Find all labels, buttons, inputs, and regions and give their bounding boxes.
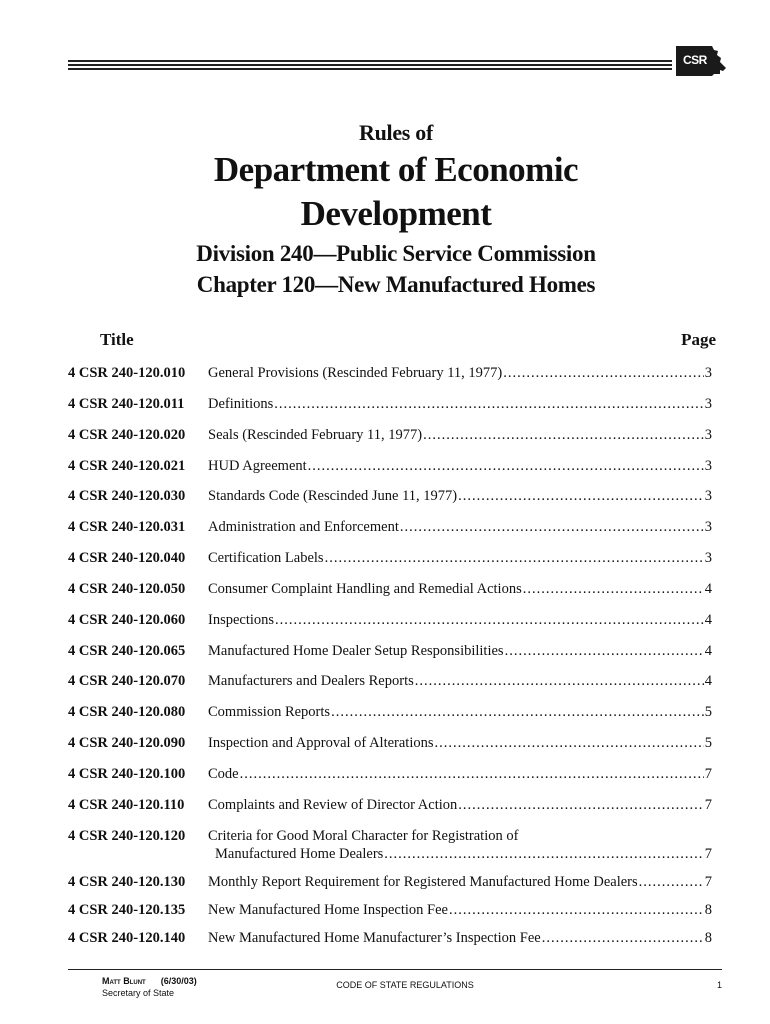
- dot-leader: [449, 901, 704, 919]
- toc-entry-title: New Manufactured Home Manufacturer’s Inspection Fee: [208, 930, 541, 946]
- toc-entry: [208, 457, 712, 475]
- toc-citation: 4 CSR 240-120.010: [68, 365, 186, 381]
- author-name: Matt Blunt: [102, 976, 146, 986]
- toc-citation: 4 CSR 240-120.140: [68, 930, 186, 946]
- toc-citation: 4 CSR 240-120.021: [68, 458, 186, 474]
- toc-entry-title: Manufacturers and Dealers Reports: [208, 673, 414, 689]
- toc-entry: [208, 518, 712, 536]
- toc-entry: [208, 765, 712, 783]
- toc-entry-title: Definitions: [208, 396, 274, 412]
- toc-page-number: 3: [704, 365, 712, 381]
- toc-entry-title: Seals (Rescinded February 11, 1977): [208, 427, 423, 443]
- toc-entry: [208, 827, 712, 863]
- toc-entry: [208, 426, 712, 444]
- toc-page-number: 8: [704, 930, 712, 946]
- dot-leader: [505, 642, 704, 660]
- toc-entry-title: Code: [208, 766, 239, 782]
- toc-page-number: 4: [704, 612, 712, 628]
- toc-page-number: 4: [704, 643, 712, 659]
- division-chapter-block: [0, 238, 770, 300]
- toc-page-number: 5: [704, 735, 712, 751]
- footer-rule: [68, 969, 722, 970]
- toc-citation: 4 CSR 240-120.065: [68, 643, 186, 659]
- toc-entry: [208, 734, 712, 752]
- toc-page-number: 3: [704, 519, 712, 535]
- toc-entry-title: New Manufactured Home Inspection Fee: [208, 902, 448, 918]
- dot-leader: [400, 518, 704, 536]
- toc-citation: 4 CSR 240-120.030: [68, 488, 186, 504]
- toc-entry-title: Commission Reports: [208, 704, 331, 720]
- toc-entry: [208, 796, 712, 814]
- toc-entry-title: Criteria for Good Moral Character for Registration of: [208, 828, 519, 844]
- toc-entry-title: Manufactured Home Dealer Setup Responsibilities: [208, 643, 504, 659]
- toc-page-number: 8: [704, 902, 712, 918]
- division-heading: Division 240—Public Service Commission: [196, 241, 596, 266]
- toc-page-number: 3: [704, 427, 712, 443]
- toc-page-number: 5: [704, 704, 712, 720]
- dot-leader: [275, 611, 704, 629]
- toc-entry-title: Standards Code (Rescinded June 11, 1977): [208, 488, 458, 504]
- department-name: Department of Economic Development: [213, 150, 579, 233]
- toc-page-number: 7: [704, 797, 712, 813]
- toc-page-number: 7: [704, 874, 712, 890]
- toc-citation: 4 CSR 240-120.110: [68, 797, 185, 813]
- toc-citation: 4 CSR 240-120.100: [68, 766, 186, 782]
- toc-entry: [208, 642, 712, 660]
- toc-entry-title: Inspections: [208, 612, 275, 628]
- author-date: (6/30/03): [160, 976, 197, 986]
- footer-page-number: 1: [716, 980, 722, 990]
- toc-entry-title: Administration and Enforcement: [208, 519, 399, 535]
- title-column-header: Title: [100, 330, 134, 349]
- toc-citation: 4 CSR 240-120.040: [68, 550, 186, 566]
- header-rule: [68, 58, 672, 72]
- chapter-heading: Chapter 120—New Manufactured Homes: [196, 272, 596, 297]
- toc-citation: 4 CSR 240-120.090: [68, 735, 186, 751]
- toc-page-number: 7: [704, 766, 712, 782]
- dot-leader: [423, 426, 704, 444]
- toc-entry: [208, 901, 712, 919]
- toc-entry: [208, 611, 712, 629]
- toc-entry-title: Certification Labels: [208, 550, 324, 566]
- toc-page-number: 3: [704, 396, 712, 412]
- dot-leader: [503, 364, 704, 382]
- toc-entry-title: Inspection and Approval of Alterations: [208, 735, 434, 751]
- dot-leader: [435, 734, 704, 752]
- dot-leader: [274, 395, 704, 413]
- dot-leader: [639, 873, 704, 891]
- toc-page-number: 3: [704, 488, 712, 504]
- dot-leader: [325, 549, 704, 567]
- toc-citation: 4 CSR 240-120.050: [68, 581, 186, 597]
- toc-entry: [208, 364, 712, 382]
- toc-entry: [208, 580, 712, 598]
- toc-entry: [208, 873, 712, 891]
- toc-entry-title: Monthly Report Requirement for Registered Manufactured Home Dealers: [208, 874, 638, 890]
- department-title: [0, 148, 770, 236]
- toc-page-number: 3: [704, 550, 712, 566]
- toc-citation: 4 CSR 240-120.060: [68, 612, 186, 628]
- footer-office: Secretary of State: [102, 988, 175, 998]
- toc-page-number: 3: [704, 458, 712, 474]
- toc-entry: [208, 703, 712, 721]
- dot-leader: [415, 672, 704, 690]
- toc-citation: 4 CSR 240-120.031: [68, 519, 186, 535]
- rules-of-heading: Rules of: [359, 120, 433, 145]
- toc-page-number: 7: [704, 846, 712, 862]
- toc-entry-title: Complaints and Review of Director Action: [208, 797, 458, 813]
- dot-leader: [240, 765, 704, 783]
- dot-leader: [458, 796, 703, 814]
- toc-citation: 4 CSR 240-120.120: [68, 828, 186, 844]
- toc-citation: 4 CSR 240-120.135: [68, 902, 186, 918]
- toc-entry-title: General Provisions (Rescinded February 11, 1977): [208, 365, 503, 381]
- dot-leader: [308, 457, 704, 475]
- toc-entry: [208, 929, 712, 947]
- toc-citation: 4 CSR 240-120.070: [68, 673, 186, 689]
- toc-entry: [208, 549, 712, 567]
- footer-code-title: CODE OF STATE REGULATIONS: [336, 980, 474, 990]
- dot-leader: [523, 580, 704, 598]
- toc-entry-title: Consumer Complaint Handling and Remedial Actions: [208, 581, 522, 597]
- dot-leader: [331, 703, 704, 721]
- toc-citation: 4 CSR 240-120.020: [68, 427, 186, 443]
- toc-entry: [208, 672, 712, 690]
- toc-citation: 4 CSR 240-120.130: [68, 874, 186, 890]
- logo-text: CSR: [683, 53, 707, 67]
- toc-citation: 4 CSR 240-120.080: [68, 704, 186, 720]
- dot-leader: [542, 929, 704, 947]
- toc-entry: [208, 487, 712, 505]
- toc-entry-title-continued: Manufactured Home Dealers: [215, 846, 384, 862]
- toc-page-number: 4: [704, 581, 712, 597]
- toc-entry: [208, 395, 712, 413]
- dot-leader: [458, 487, 704, 505]
- dot-leader: [384, 845, 703, 863]
- toc-citation: 4 CSR 240-120.011: [68, 396, 185, 412]
- toc-entry-title: HUD Agreement: [208, 458, 307, 474]
- page-column-header: Page: [681, 330, 716, 349]
- toc-page-number: 4: [704, 673, 712, 689]
